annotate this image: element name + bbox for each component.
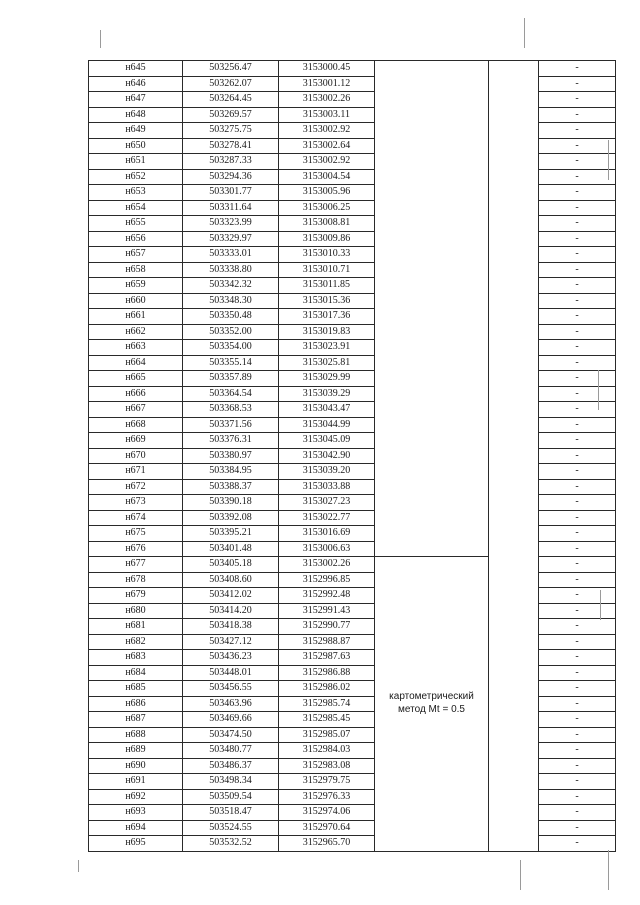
point-id-cell: н664 xyxy=(89,355,183,371)
x-coordinate-cell: 503342.32 xyxy=(183,278,279,294)
point-id-cell: н651 xyxy=(89,154,183,170)
dash-cell: - xyxy=(539,805,616,821)
dash-cell: - xyxy=(539,169,616,185)
y-coordinate-cell: 3152986.88 xyxy=(279,665,375,681)
point-id-cell: н657 xyxy=(89,247,183,263)
y-coordinate-cell: 3153006.25 xyxy=(279,200,375,216)
scan-artifact xyxy=(520,860,521,890)
x-coordinate-cell: 503408.60 xyxy=(183,572,279,588)
y-coordinate-cell: 3152974.06 xyxy=(279,805,375,821)
point-id-cell: н685 xyxy=(89,681,183,697)
y-coordinate-cell: 3153002.26 xyxy=(279,92,375,108)
y-coordinate-cell: 3153004.54 xyxy=(279,169,375,185)
point-id-cell: н652 xyxy=(89,169,183,185)
y-coordinate-cell: 3152990.77 xyxy=(279,619,375,635)
dash-cell: - xyxy=(539,681,616,697)
scan-artifact xyxy=(524,18,525,48)
x-coordinate-cell: 503371.56 xyxy=(183,417,279,433)
dash-cell: - xyxy=(539,154,616,170)
x-coordinate-cell: 503405.18 xyxy=(183,557,279,573)
x-coordinate-cell: 503329.97 xyxy=(183,231,279,247)
y-coordinate-cell: 3153006.63 xyxy=(279,541,375,557)
point-id-cell: н673 xyxy=(89,495,183,511)
point-id-cell: н650 xyxy=(89,138,183,154)
dash-cell: - xyxy=(539,231,616,247)
dash-cell: - xyxy=(539,216,616,232)
coordinates-table-body xyxy=(89,61,616,852)
y-coordinate-cell: 3152970.64 xyxy=(279,820,375,836)
coordinates-table xyxy=(88,60,616,852)
point-id-cell: н668 xyxy=(89,417,183,433)
scan-artifact xyxy=(608,140,609,180)
x-coordinate-cell: 503368.53 xyxy=(183,402,279,418)
dash-cell: - xyxy=(539,495,616,511)
dash-cell: - xyxy=(539,541,616,557)
x-coordinate-cell: 503350.48 xyxy=(183,309,279,325)
point-id-cell: н680 xyxy=(89,603,183,619)
y-coordinate-cell: 3152985.45 xyxy=(279,712,375,728)
x-coordinate-cell: 503412.02 xyxy=(183,588,279,604)
x-coordinate-cell: 503384.95 xyxy=(183,464,279,480)
dash-cell: - xyxy=(539,262,616,278)
dash-cell: - xyxy=(539,743,616,759)
x-coordinate-cell: 503532.52 xyxy=(183,836,279,852)
dash-cell: - xyxy=(539,278,616,294)
x-coordinate-cell: 503380.97 xyxy=(183,448,279,464)
point-id-cell: н662 xyxy=(89,324,183,340)
dash-cell: - xyxy=(539,665,616,681)
x-coordinate-cell: 503469.66 xyxy=(183,712,279,728)
x-coordinate-cell: 503480.77 xyxy=(183,743,279,759)
point-id-cell: н660 xyxy=(89,293,183,309)
dash-cell: - xyxy=(539,774,616,790)
y-coordinate-cell: 3153010.33 xyxy=(279,247,375,263)
y-coordinate-cell: 3152984.03 xyxy=(279,743,375,759)
x-coordinate-cell: 503323.99 xyxy=(183,216,279,232)
dash-cell: - xyxy=(539,340,616,356)
y-coordinate-cell: 3152991.43 xyxy=(279,603,375,619)
point-id-cell: н669 xyxy=(89,433,183,449)
scan-artifact xyxy=(78,860,79,872)
y-coordinate-cell: 3153045.09 xyxy=(279,433,375,449)
dash-cell: - xyxy=(539,61,616,77)
x-coordinate-cell: 503287.33 xyxy=(183,154,279,170)
dash-cell: - xyxy=(539,557,616,573)
dash-cell: - xyxy=(539,712,616,728)
x-coordinate-cell: 503474.50 xyxy=(183,727,279,743)
y-coordinate-cell: 3153010.71 xyxy=(279,262,375,278)
y-coordinate-cell: 3152979.75 xyxy=(279,774,375,790)
dash-cell: - xyxy=(539,371,616,387)
point-id-cell: н692 xyxy=(89,789,183,805)
dash-cell: - xyxy=(539,200,616,216)
y-coordinate-cell: 3153023.91 xyxy=(279,340,375,356)
point-id-cell: н689 xyxy=(89,743,183,759)
dash-cell: - xyxy=(539,309,616,325)
point-id-cell: н645 xyxy=(89,61,183,77)
point-id-cell: н690 xyxy=(89,758,183,774)
dash-cell: - xyxy=(539,123,616,139)
y-coordinate-cell: 3153002.64 xyxy=(279,138,375,154)
point-id-cell: н663 xyxy=(89,340,183,356)
point-id-cell: н684 xyxy=(89,665,183,681)
dash-cell: - xyxy=(539,572,616,588)
y-coordinate-cell: 3152992.48 xyxy=(279,588,375,604)
x-coordinate-cell: 503395.21 xyxy=(183,526,279,542)
y-coordinate-cell: 3153011.85 xyxy=(279,278,375,294)
y-coordinate-cell: 3153001.12 xyxy=(279,76,375,92)
point-id-cell: н665 xyxy=(89,371,183,387)
x-coordinate-cell: 503436.23 xyxy=(183,650,279,666)
point-id-cell: н683 xyxy=(89,650,183,666)
x-coordinate-cell: 503301.77 xyxy=(183,185,279,201)
point-id-cell: н677 xyxy=(89,557,183,573)
y-coordinate-cell: 3153019.83 xyxy=(279,324,375,340)
x-coordinate-cell: 503463.96 xyxy=(183,696,279,712)
point-id-cell: н667 xyxy=(89,402,183,418)
x-coordinate-cell: 503388.37 xyxy=(183,479,279,495)
x-coordinate-cell: 503392.08 xyxy=(183,510,279,526)
dash-cell: - xyxy=(539,433,616,449)
point-id-cell: н681 xyxy=(89,619,183,635)
point-id-cell: н670 xyxy=(89,448,183,464)
point-id-cell: н671 xyxy=(89,464,183,480)
dash-cell: - xyxy=(539,634,616,650)
dash-cell: - xyxy=(539,758,616,774)
dash-cell: - xyxy=(539,324,616,340)
point-id-cell: н678 xyxy=(89,572,183,588)
point-id-cell: н674 xyxy=(89,510,183,526)
y-coordinate-cell: 3152986.02 xyxy=(279,681,375,697)
dash-cell: - xyxy=(539,619,616,635)
y-coordinate-cell: 3153005.96 xyxy=(279,185,375,201)
y-coordinate-cell: 3153029.99 xyxy=(279,371,375,387)
blank-column-cell xyxy=(489,61,539,852)
x-coordinate-cell: 503524.55 xyxy=(183,820,279,836)
scan-artifact xyxy=(100,30,101,48)
point-id-cell: н656 xyxy=(89,231,183,247)
point-id-cell: н661 xyxy=(89,309,183,325)
point-id-cell: н655 xyxy=(89,216,183,232)
scan-artifact xyxy=(600,590,601,620)
point-id-cell: н695 xyxy=(89,836,183,852)
method-cell xyxy=(375,557,489,852)
scan-artifact xyxy=(608,850,609,890)
point-id-cell: н687 xyxy=(89,712,183,728)
y-coordinate-cell: 3152976.33 xyxy=(279,789,375,805)
point-id-cell: н658 xyxy=(89,262,183,278)
x-coordinate-cell: 503414.20 xyxy=(183,603,279,619)
dash-cell: - xyxy=(539,185,616,201)
dash-cell: - xyxy=(539,479,616,495)
method-cell-upper xyxy=(375,61,489,557)
point-id-cell: н694 xyxy=(89,820,183,836)
x-coordinate-cell: 503448.01 xyxy=(183,665,279,681)
dash-cell: - xyxy=(539,464,616,480)
dash-cell: - xyxy=(539,386,616,402)
y-coordinate-cell: 3153016.69 xyxy=(279,526,375,542)
method-line-2: метод Mt = 0.5 xyxy=(398,704,465,715)
point-id-cell: н675 xyxy=(89,526,183,542)
y-coordinate-cell: 3153002.92 xyxy=(279,123,375,139)
y-coordinate-cell: 3153044.99 xyxy=(279,417,375,433)
scan-artifact xyxy=(598,370,599,410)
point-id-cell: н654 xyxy=(89,200,183,216)
x-coordinate-cell: 503275.75 xyxy=(183,123,279,139)
point-id-cell: н676 xyxy=(89,541,183,557)
y-coordinate-cell: 3152983.08 xyxy=(279,758,375,774)
dash-cell: - xyxy=(539,92,616,108)
y-coordinate-cell: 3152987.63 xyxy=(279,650,375,666)
y-coordinate-cell: 3152985.74 xyxy=(279,696,375,712)
y-coordinate-cell: 3153000.45 xyxy=(279,61,375,77)
method-line-1: картометрический xyxy=(389,691,474,702)
x-coordinate-cell: 503357.89 xyxy=(183,371,279,387)
dash-cell: - xyxy=(539,355,616,371)
point-id-cell: н653 xyxy=(89,185,183,201)
dash-cell: - xyxy=(539,836,616,852)
x-coordinate-cell: 503376.31 xyxy=(183,433,279,449)
point-id-cell: н679 xyxy=(89,588,183,604)
x-coordinate-cell: 503390.18 xyxy=(183,495,279,511)
point-id-cell: н693 xyxy=(89,805,183,821)
dash-cell: - xyxy=(539,138,616,154)
x-coordinate-cell: 503311.64 xyxy=(183,200,279,216)
y-coordinate-cell: 3153039.29 xyxy=(279,386,375,402)
y-coordinate-cell: 3153003.11 xyxy=(279,107,375,123)
point-id-cell: н686 xyxy=(89,696,183,712)
dash-cell: - xyxy=(539,247,616,263)
dash-cell: - xyxy=(539,820,616,836)
dash-cell: - xyxy=(539,789,616,805)
y-coordinate-cell: 3153002.92 xyxy=(279,154,375,170)
method-note xyxy=(389,690,474,716)
point-id-cell: н688 xyxy=(89,727,183,743)
x-coordinate-cell: 503401.48 xyxy=(183,541,279,557)
dash-cell: - xyxy=(539,526,616,542)
x-coordinate-cell: 503427.12 xyxy=(183,634,279,650)
x-coordinate-cell: 503294.36 xyxy=(183,169,279,185)
dash-cell: - xyxy=(539,76,616,92)
y-coordinate-cell: 3153025.81 xyxy=(279,355,375,371)
x-coordinate-cell: 503354.00 xyxy=(183,340,279,356)
y-coordinate-cell: 3152996.85 xyxy=(279,572,375,588)
y-coordinate-cell: 3153043.47 xyxy=(279,402,375,418)
y-coordinate-cell: 3153008.81 xyxy=(279,216,375,232)
point-id-cell: н682 xyxy=(89,634,183,650)
x-coordinate-cell: 503498.34 xyxy=(183,774,279,790)
point-id-cell: н691 xyxy=(89,774,183,790)
x-coordinate-cell: 503338.80 xyxy=(183,262,279,278)
dash-cell: - xyxy=(539,402,616,418)
y-coordinate-cell: 3153015.36 xyxy=(279,293,375,309)
table-row xyxy=(89,61,616,77)
y-coordinate-cell: 3152988.87 xyxy=(279,634,375,650)
y-coordinate-cell: 3153009.86 xyxy=(279,231,375,247)
y-coordinate-cell: 3153039.20 xyxy=(279,464,375,480)
dash-cell: - xyxy=(539,727,616,743)
point-id-cell: н672 xyxy=(89,479,183,495)
x-coordinate-cell: 503262.07 xyxy=(183,76,279,92)
y-coordinate-cell: 3152965.70 xyxy=(279,836,375,852)
x-coordinate-cell: 503348.30 xyxy=(183,293,279,309)
x-coordinate-cell: 503269.57 xyxy=(183,107,279,123)
y-coordinate-cell: 3153022.77 xyxy=(279,510,375,526)
y-coordinate-cell: 3152985.07 xyxy=(279,727,375,743)
x-coordinate-cell: 503518.47 xyxy=(183,805,279,821)
x-coordinate-cell: 503418.38 xyxy=(183,619,279,635)
x-coordinate-cell: 503256.47 xyxy=(183,61,279,77)
x-coordinate-cell: 503264.45 xyxy=(183,92,279,108)
point-id-cell: н649 xyxy=(89,123,183,139)
dash-cell: - xyxy=(539,293,616,309)
y-coordinate-cell: 3153017.36 xyxy=(279,309,375,325)
x-coordinate-cell: 503486.37 xyxy=(183,758,279,774)
dash-cell: - xyxy=(539,603,616,619)
dash-cell: - xyxy=(539,650,616,666)
dash-cell: - xyxy=(539,510,616,526)
x-coordinate-cell: 503456.55 xyxy=(183,681,279,697)
y-coordinate-cell: 3153027.23 xyxy=(279,495,375,511)
point-id-cell: н666 xyxy=(89,386,183,402)
y-coordinate-cell: 3153002.26 xyxy=(279,557,375,573)
dash-cell: - xyxy=(539,588,616,604)
y-coordinate-cell: 3153033.88 xyxy=(279,479,375,495)
dash-cell: - xyxy=(539,417,616,433)
dash-cell: - xyxy=(539,448,616,464)
x-coordinate-cell: 503509.54 xyxy=(183,789,279,805)
x-coordinate-cell: 503278.41 xyxy=(183,138,279,154)
point-id-cell: н646 xyxy=(89,76,183,92)
point-id-cell: н648 xyxy=(89,107,183,123)
y-coordinate-cell: 3153042.90 xyxy=(279,448,375,464)
x-coordinate-cell: 503333.01 xyxy=(183,247,279,263)
point-id-cell: н659 xyxy=(89,278,183,294)
x-coordinate-cell: 503352.00 xyxy=(183,324,279,340)
dash-cell: - xyxy=(539,696,616,712)
point-id-cell: н647 xyxy=(89,92,183,108)
x-coordinate-cell: 503355.14 xyxy=(183,355,279,371)
dash-cell: - xyxy=(539,107,616,123)
x-coordinate-cell: 503364.54 xyxy=(183,386,279,402)
